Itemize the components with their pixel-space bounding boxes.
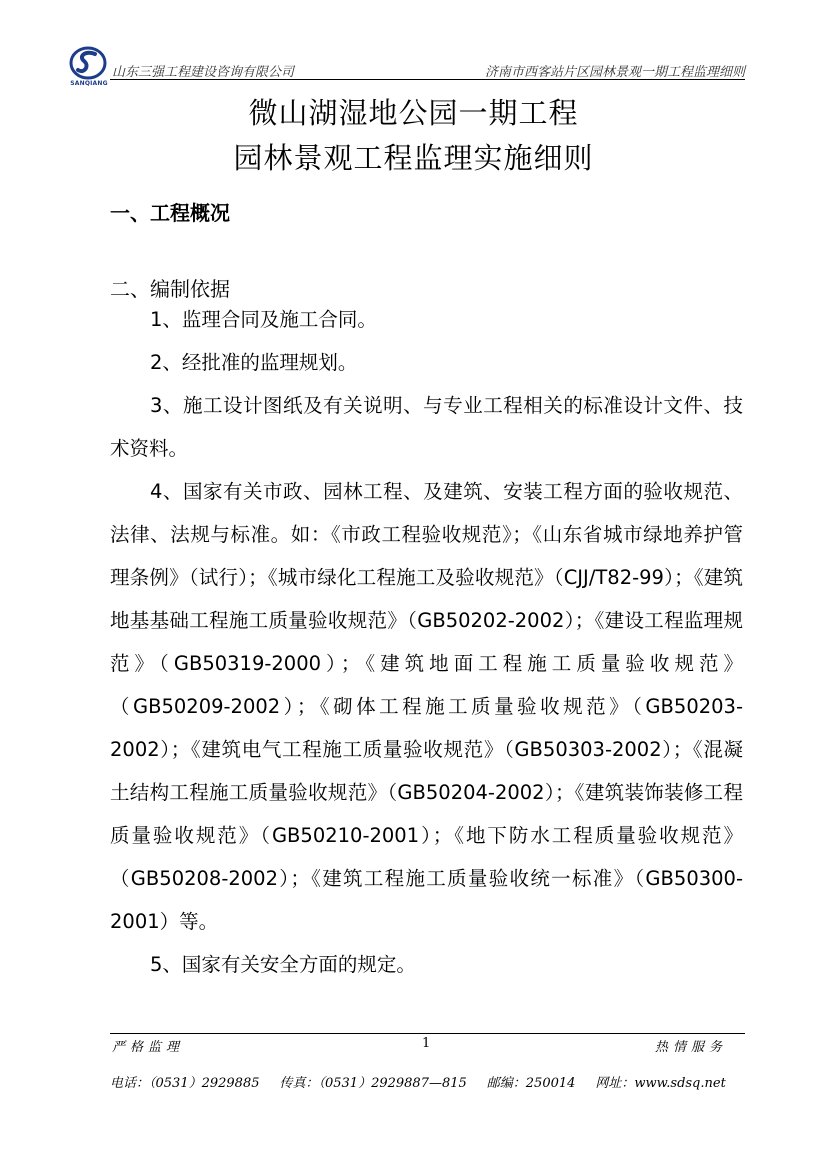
section-heading-overview: 一、工程概况	[110, 201, 230, 225]
logo-mark-icon	[68, 46, 108, 80]
title-line-2: 园林景观工程监理实施细则	[233, 141, 594, 175]
header-company-name: 山东三强工程建设咨询有限公司	[112, 65, 295, 80]
contact-fax: 传真：（0531）2929887—815	[279, 1076, 467, 1091]
contact-website: 网址：www.sdsq.net	[595, 1076, 726, 1091]
paragraph-2: 2、经批准的监理规划。	[150, 351, 358, 374]
paragraph-5: 5、国家有关安全方面的规定。	[150, 953, 416, 976]
page-number: 1	[422, 1036, 431, 1051]
contact-postcode: 邮编：250014	[486, 1076, 576, 1091]
footer-motto-left: 严格监理	[112, 1040, 185, 1055]
section-heading-basis: 二、编制依据	[110, 277, 230, 301]
contact-info	[110, 1074, 750, 1093]
footer-motto-right: 热情服务	[654, 1040, 727, 1055]
paragraph-4: 4、国家有关市政、园林工程、及建筑、安装工程方面的验收规范、法律、法规与标准。如：《市政工程验收规范》；《山东省城市绿地养护管理条例》（试行）；《城市绿化工程施工及验收规范》（CJJ/T82-99）；《建筑地基基础工程施工质量验收规范》（GB50202-2002）；《建设工程监理规范》（GB50319-2000）；《建筑地面工程施工质量验收规范》（GB50209-2002）；《砌体工程施工质量验收规范》（GB50203-2002）；《建筑电气工程施工质量验收规范》（GB50303-2002）；《混凝土结构工程施工质量验收规范》（GB50204-2002）；《建筑装饰装修工程质量验收规范》（GB50210-2001）；《地下防水工程质量验收规范》（GB50208-2002）；《建筑工程施工质量验收统一标准》（GB50300-2001）等。	[110, 480, 743, 933]
footer-divider	[110, 1033, 745, 1034]
paragraph-3: 3、施工设计图纸及有关说明、与专业工程相关的标准设计文件、技术资料。	[110, 394, 743, 460]
contact-phone: 电话：（0531）2929885	[110, 1076, 260, 1091]
basis-body	[110, 298, 743, 986]
header-document-name: 济南市西客站片区园林景观一期工程监理细则	[484, 65, 745, 80]
paragraph-1: 1、监理合同及施工合同。	[150, 308, 377, 331]
logo-wordmark: SANQIANG	[70, 80, 108, 87]
header-divider	[110, 79, 745, 80]
title-line-1: 微山湖湿地公园一期工程	[248, 96, 579, 130]
